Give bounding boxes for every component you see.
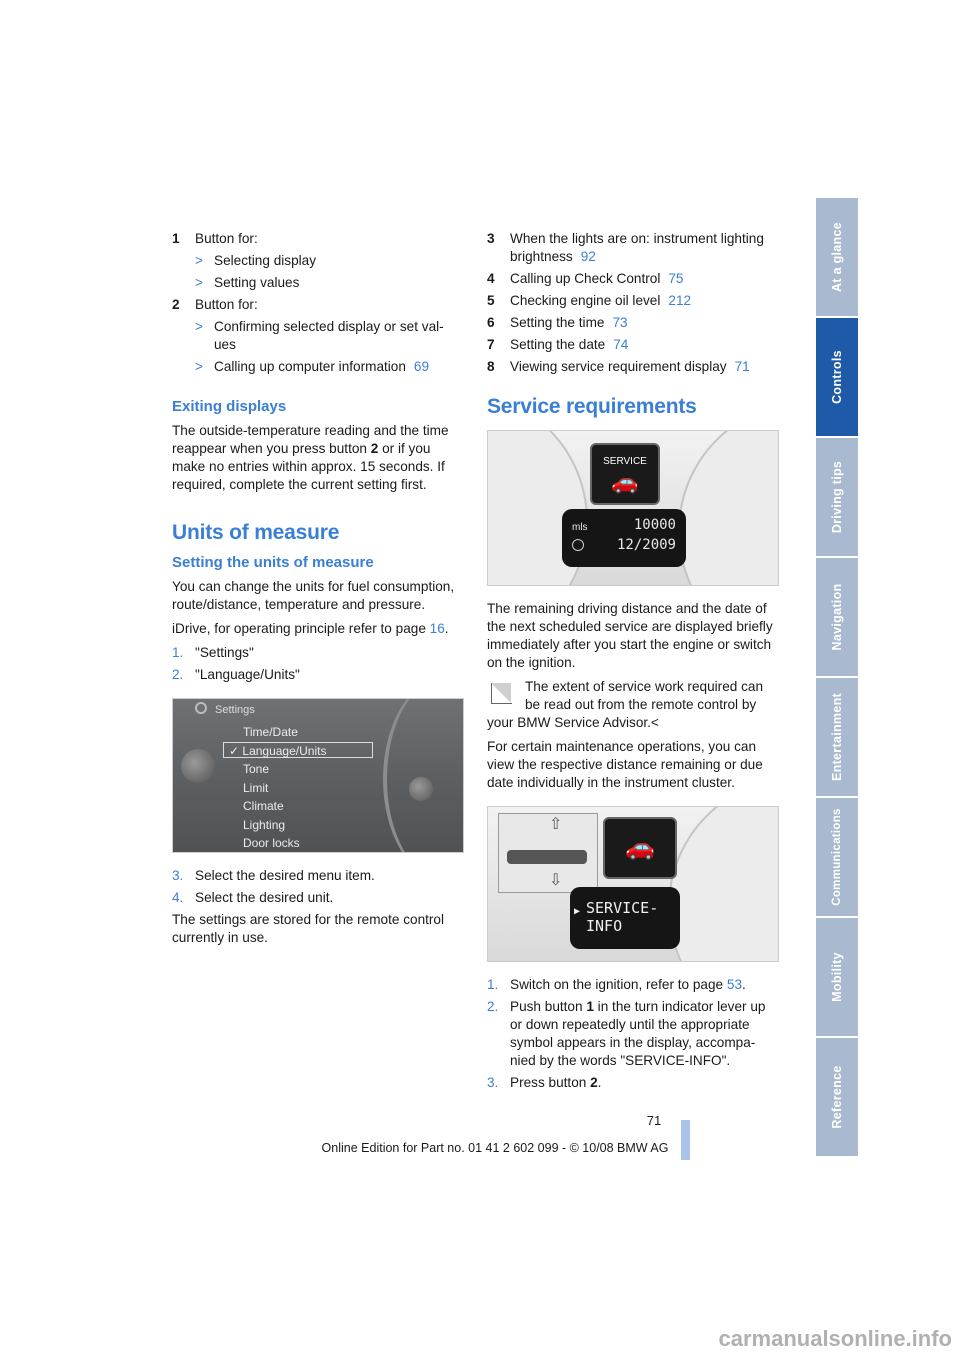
footer: Online Edition for Part no. 01 41 2 602 099 - © 10/08 BMW AG bbox=[321, 1141, 669, 1155]
item-number: 1 bbox=[172, 231, 180, 246]
sub-item: > Selecting display bbox=[195, 253, 317, 268]
watermark: carmanualsonline.info bbox=[718, 1326, 952, 1351]
right-column bbox=[487, 230, 779, 1096]
units-paragraph: You can change the units for fuel consumption, route/distance, temperature and pressure. bbox=[172, 579, 455, 612]
tab-driving-tips[interactable]: Driving tips bbox=[816, 438, 858, 556]
list-item: 3 When the lights are on: instrument lighting brightness 92 bbox=[487, 231, 764, 264]
sub-item: > Confirming selected display or set val-ues bbox=[195, 319, 444, 352]
service-label: SERVICE bbox=[603, 456, 647, 467]
tab-mobility[interactable]: Mobility bbox=[816, 918, 858, 1036]
item-number: 2 bbox=[172, 297, 180, 312]
arrow-up-icon: ⇧ bbox=[549, 816, 563, 833]
service-info-lcd bbox=[570, 887, 680, 949]
menu-item-selected: ✓ Language/Units bbox=[229, 743, 327, 758]
menu-item: Limit bbox=[243, 780, 269, 795]
controller-knob-icon bbox=[181, 749, 215, 783]
menu-item: Time/Date bbox=[243, 725, 298, 739]
page-ref-link[interactable]: 74 bbox=[613, 337, 629, 352]
units-title: Units of measure bbox=[172, 521, 340, 544]
page-ref-link[interactable]: 71 bbox=[734, 359, 750, 374]
step-item: 1. Switch on the ignition, refer to page 53. bbox=[487, 977, 746, 992]
date-value: 12/2009 bbox=[616, 537, 676, 553]
idrive-paragraph: iDrive, for operating principle refer to page 16. bbox=[172, 621, 449, 636]
list-item: 6 Setting the time 73 bbox=[487, 315, 628, 330]
tab-controls[interactable]: Controls bbox=[816, 318, 858, 436]
list-item bbox=[172, 230, 464, 248]
car-icon: 🚗 bbox=[611, 469, 639, 494]
page-number: 71 bbox=[646, 1113, 662, 1128]
units-subheading: Setting the units of measure bbox=[172, 554, 374, 571]
step-item: 2. Push button 1 in the turn indicator lever up or down repeatedly until the appropriate symbol appears in the display, accompa-nied by the words "SERVICE-INFO". bbox=[487, 999, 766, 1068]
sub-item: > Setting values bbox=[195, 275, 300, 290]
triangle-right-icon: ▶ bbox=[574, 906, 581, 917]
page-ref-link[interactable]: 92 bbox=[580, 249, 596, 264]
left-column bbox=[172, 230, 464, 953]
sub-item: > Calling up computer information 69 bbox=[195, 359, 430, 374]
turn-indicator-lever bbox=[498, 813, 598, 893]
step-item: 3. Press button 2. bbox=[487, 1075, 602, 1090]
lcd-line: INFO bbox=[586, 917, 623, 935]
list-item: 8 Viewing service requirement display 71 bbox=[487, 359, 750, 374]
settings-stored-paragraph: The settings are stored for the remote control currently in use. bbox=[172, 912, 445, 945]
bullet-arrow-icon: > bbox=[195, 253, 203, 268]
lcd-line: SERVICE- bbox=[586, 899, 659, 917]
page-ref-link[interactable]: 212 bbox=[668, 293, 692, 308]
service-icon-box bbox=[603, 817, 677, 879]
page-ref-link[interactable]: 75 bbox=[668, 271, 684, 286]
settings-header: Settings bbox=[215, 704, 255, 716]
step-item: 3. Select the desired menu item. bbox=[172, 868, 375, 883]
exiting-paragraph: The outside-temperature reading and the time reappear when you press button 2 or if you make no entries within approx. 15 seconds. If required, complete the current setting first. bbox=[172, 423, 449, 492]
clock-icon bbox=[572, 539, 584, 551]
chapter-tabs bbox=[816, 198, 858, 1160]
tab-entertainment[interactable]: Entertainment bbox=[816, 678, 858, 796]
menu-item: Door locks bbox=[243, 836, 300, 850]
menu-item: Lighting bbox=[243, 817, 286, 832]
service-info-figure bbox=[487, 806, 779, 962]
tab-navigation[interactable]: Navigation bbox=[816, 558, 858, 676]
note-text: The extent of service work required can be read out from the remote control by your BMW Service Advisor.< bbox=[487, 679, 764, 730]
service-icon-box bbox=[590, 443, 660, 505]
page-ref-link[interactable]: 69 bbox=[413, 359, 430, 374]
list-item: 5 Checking engine oil level 212 bbox=[487, 293, 692, 308]
item-text: Button for: bbox=[195, 297, 258, 312]
service-lcd bbox=[562, 509, 686, 567]
tab-communications[interactable]: Communications bbox=[816, 798, 858, 916]
service-paragraph: The remaining driving distance and the date of the next scheduled service are displayed briefly immediately after you start the engine or switch on the ignition. bbox=[487, 601, 773, 670]
settings-screen-figure bbox=[172, 698, 464, 853]
tab-reference[interactable]: Reference bbox=[816, 1038, 858, 1156]
maintenance-paragraph: For certain maintenance operations, you can view the respective distance remaining or due date individually in the instrument cluster. bbox=[487, 739, 763, 790]
list-item: 7 Setting the date 74 bbox=[487, 337, 629, 352]
step-item: 2. "Language/Units" bbox=[172, 667, 300, 682]
list-item: 4 Calling up Check Control 75 bbox=[487, 271, 684, 286]
gear-icon bbox=[195, 702, 207, 714]
bullet-arrow-icon: > bbox=[195, 275, 203, 290]
unit-label: mls bbox=[572, 522, 588, 533]
car-icon: 🚗 bbox=[625, 834, 655, 861]
page-ref-link[interactable]: 16 bbox=[429, 621, 445, 636]
page-ref-link[interactable]: 73 bbox=[612, 315, 628, 330]
note-block bbox=[487, 678, 779, 732]
list-item bbox=[172, 296, 464, 314]
knob-icon bbox=[409, 777, 433, 801]
menu-item: Tone bbox=[243, 762, 270, 776]
exiting-heading: Exiting displays bbox=[172, 398, 287, 415]
settings-menu bbox=[229, 723, 327, 853]
menu-item: Climate bbox=[243, 799, 284, 813]
distance-value: 10000 bbox=[633, 517, 676, 533]
tab-at-a-glance[interactable]: At a glance bbox=[816, 198, 858, 316]
bullet-arrow-icon: > bbox=[195, 319, 203, 334]
service-title: Service requirements bbox=[487, 395, 697, 418]
page-ref-link[interactable]: 53 bbox=[726, 977, 743, 992]
item-text: Button for: bbox=[195, 231, 258, 246]
bullet-arrow-icon: > bbox=[195, 359, 203, 374]
arrow-down-icon: ⇩ bbox=[549, 872, 563, 889]
step-item: 1. "Settings" bbox=[172, 645, 254, 660]
service-display-figure bbox=[487, 430, 779, 586]
note-icon bbox=[487, 680, 517, 708]
step-item: 4. Select the desired unit. bbox=[172, 890, 334, 905]
